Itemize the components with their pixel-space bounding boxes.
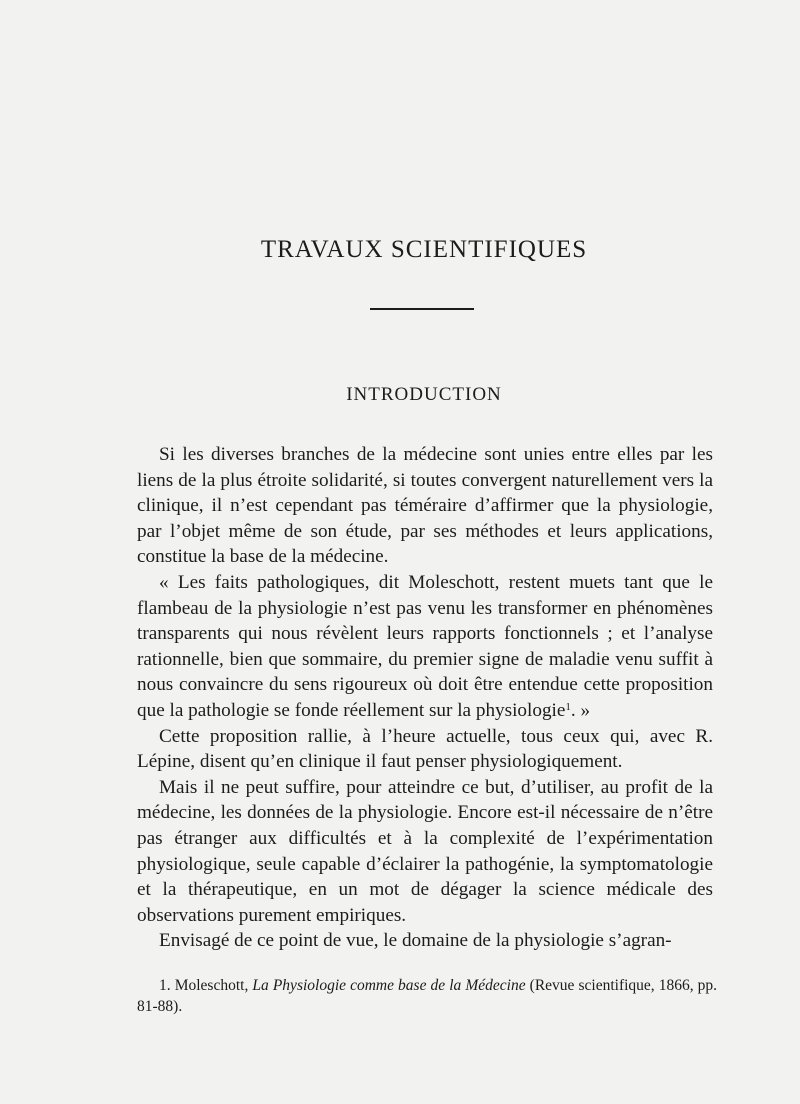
footnote-work-title: La Physiologie comme base de la Médecine (252, 977, 526, 994)
paragraph-2: Cette proposition rallie, à l’heure actuelle, tous ceux qui, avec R. Lépine, disent qu’en clinique il faut penser physiologiquement. (137, 725, 713, 773)
paragraph-3: Mais il ne peut suffire, pour atteindre ce but, d’utiliser, au profit de la médecine, les données de la physiologie. Encore est-il nécessaire de n’être pas étranger aux difficultés et à la complexité de l’expérimentation physiologique, seule capable d’éclairer la pathogénie, la symptomatologie et la thérapeutique, en un mot de dégager la science médicale des observations purement empiriques. (137, 776, 713, 926)
section-heading: INTRODUCTION (346, 384, 502, 405)
footnote-number: 1. (159, 977, 171, 994)
quote-text: « Les faits pathologiques, dit Moleschott, restent muets tant que le flambeau de la physiologie n’est pas venu les transformer en phénomènes transparents qui nous révèlent leurs rapports fonctionnels ; et l’analyse rationnelle, bien que sommaire, du premier signe de maladie venu suffit à nous convaincre du sens rigoureux où doit être entendue cette proposition que la pathologie se fonde réellement sur la physiologie (137, 571, 713, 721)
page-title: TRAVAUX SCIENTIFIQUES (260, 236, 588, 263)
paragraph-4: Envisagé de ce point de vue, le domaine de la physiologie s’agran- (159, 930, 672, 952)
title-rule (370, 308, 474, 310)
body-text (137, 442, 713, 954)
paragraph-1: Si les diverses branches de la médecine sont unies entre elles par les liens de la plus étroite solidarité, si toutes convergent naturellement vers la clinique, il n’est cependant pas téméraire d’affirmer que la physiologie, par l’objet même de son étude, par ses méthodes et leurs applications, constitue la base de la médecine. (137, 444, 713, 568)
quote-closing: . » (570, 699, 591, 721)
footnote (137, 975, 717, 1017)
footnote-source: (Revue scientifique, 1866, pp. 81-88). (137, 977, 718, 1015)
footnote-marker: 1 (565, 700, 571, 713)
footnote-author: Moleschott, (174, 977, 249, 994)
paragraph-quote (137, 570, 713, 724)
